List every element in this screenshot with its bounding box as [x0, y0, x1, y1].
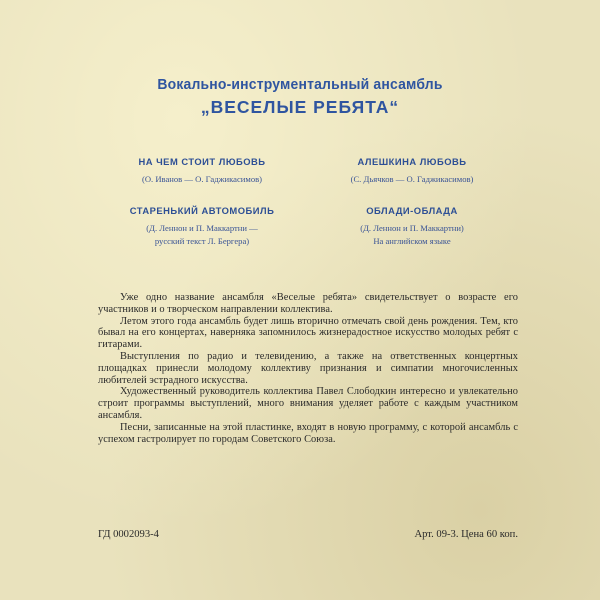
track-title: НА ЧЕМ СТОИТ ЛЮБОВЬ: [138, 156, 266, 167]
track-credit-line-2: русский текст Л. Бергера): [154, 236, 250, 246]
catalog-number: ГД 0002093-4: [98, 529, 159, 540]
liner-paragraph: Песни, записанные на этой пластинке, входят в новую программу, с которой ансамбль с успехом гастролирует по городам Советского Союза.: [98, 421, 518, 445]
ensemble-title: „ВЕСЕЛЫЕ РЕБЯТА“: [200, 97, 400, 117]
header: [0, 76, 600, 118]
track-language-note: На английском языке: [373, 236, 451, 246]
track-credit: (Д. Леннон и П. Маккартни): [360, 223, 464, 233]
track-2: [287, 155, 537, 186]
track-title: АЛЕШКИНА ЛЮБОВЬ: [357, 156, 467, 167]
price-info: Арт. 09-3. Цена 60 коп.: [414, 529, 518, 540]
ensemble-subtitle: Вокально-инструментальный ансамбль: [157, 76, 443, 93]
liner-paragraph: Художественный руководитель коллектива Павел Слободкин интересно и увлекательно строит программы выступлений, много внимания уделяет работе с каждым участником ансамбля.: [98, 386, 518, 421]
track-title: СТАРЕНЬКИЙ АВТОМОБИЛЬ: [129, 205, 275, 216]
track-credit: (С. Дьячков — О. Гаджикасимов): [350, 174, 474, 184]
liner-paragraph: Уже одно название ансамбля «Веселые ребята» свидетельствует о возрасте его участников и о творческом направлении коллектива.: [98, 292, 518, 315]
track-credit: (О. Иванов — О. Гаджикасимов): [141, 174, 263, 184]
liner-paragraph: Выступления по радио и телевидению, а также на ответственных концертных площадках принесли молодому коллективу признания и симпатии многочисленных любителей эстрадного искусства.: [98, 350, 518, 386]
track-title: ОБЛАДИ-ОБЛАДА: [366, 205, 458, 216]
track-4: [287, 204, 537, 248]
track-credit: (Д. Леннон и П. Маккартни —: [146, 223, 258, 233]
liner-paragraph: Летом этого года ансамбль будет лишь вторично отмечать свой день рождения. Тем, кто бывал на его концертах, наверняка запомнилось жизнерадостное искусство молодых ребят с гитарами.: [98, 315, 518, 351]
liner-notes: [98, 292, 518, 445]
